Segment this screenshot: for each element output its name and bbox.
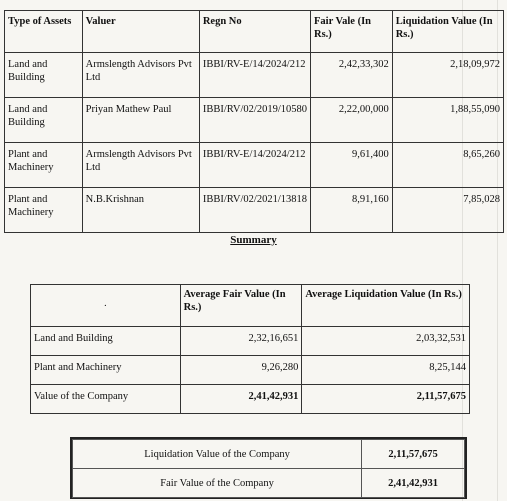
fair-value-cell: 8,91,160 bbox=[311, 188, 393, 233]
summary-label-cell: Plant and Machinery bbox=[31, 356, 181, 385]
final-liquidation-value: 2,11,57,675 bbox=[362, 440, 465, 469]
regn-no-cell: IBBI/RV/02/2021/13818 bbox=[199, 188, 310, 233]
fair-value-cell: 2,42,33,302 bbox=[311, 53, 393, 98]
col-header-fair-value: Fair Vale (In Rs.) bbox=[311, 11, 393, 53]
asset-type-cell: Plant and Machinery bbox=[5, 143, 83, 188]
col-header-average-fair-value: Average Fair Value (In Rs.) bbox=[180, 285, 302, 327]
liquidation-value-cell: 8,65,260 bbox=[392, 143, 503, 188]
company-value-box bbox=[70, 437, 467, 499]
valuation-table bbox=[4, 10, 504, 233]
table-row bbox=[5, 188, 504, 233]
fair-value-cell: 2,22,00,000 bbox=[311, 98, 393, 143]
table-row bbox=[5, 143, 504, 188]
valuer-cell: Armslength Advisors Pvt Ltd bbox=[82, 143, 199, 188]
valuer-cell: Armslength Advisors Pvt Ltd bbox=[82, 53, 199, 98]
summary-heading: Summary bbox=[230, 234, 277, 246]
company-fair-value-cell: 2,41,42,931 bbox=[180, 385, 302, 414]
col-header-valuer: Valuer bbox=[82, 11, 199, 53]
final-fair-value: 2,41,42,931 bbox=[362, 469, 465, 498]
average-fair-value-cell: 9,26,280 bbox=[180, 356, 302, 385]
valuer-cell: N.B.Krishnan bbox=[82, 188, 199, 233]
summary-header-row bbox=[31, 285, 470, 327]
liquidation-value-cell: 1,88,55,090 bbox=[392, 98, 503, 143]
table-row bbox=[5, 98, 504, 143]
regn-no-cell: IBBI/RV-E/14/2024/212 bbox=[199, 143, 310, 188]
summary-label-cell: Value of the Company bbox=[31, 385, 181, 414]
summary-label-cell: Land and Building bbox=[31, 327, 181, 356]
valuer-cell: Priyan Mathew Paul bbox=[82, 98, 199, 143]
corner-mark: · bbox=[31, 285, 181, 327]
col-header-asset-type: Type of Assets bbox=[5, 11, 83, 53]
average-liquidation-value-cell: 8,25,144 bbox=[302, 356, 470, 385]
col-header-liquidation-value: Liquidation Value (In Rs.) bbox=[392, 11, 503, 53]
table-row bbox=[31, 356, 470, 385]
fair-value-cell: 9,61,400 bbox=[311, 143, 393, 188]
company-liquidation-value-cell: 2,11,57,675 bbox=[302, 385, 470, 414]
regn-no-cell: IBBI/RV/02/2019/10580 bbox=[199, 98, 310, 143]
valuation-header-row bbox=[5, 11, 504, 53]
asset-type-cell: Land and Building bbox=[5, 53, 83, 98]
average-liquidation-value-cell: 2,03,32,531 bbox=[302, 327, 470, 356]
table-row bbox=[31, 327, 470, 356]
final-label-cell: Fair Value of the Company bbox=[73, 469, 362, 498]
asset-type-cell: Plant and Machinery bbox=[5, 188, 83, 233]
col-header-average-liquidation-value: Average Liquidation Value (In Rs.) bbox=[302, 285, 470, 327]
liquidation-value-cell: 2,18,09,972 bbox=[392, 53, 503, 98]
table-row bbox=[5, 53, 504, 98]
average-fair-value-cell: 2,32,16,651 bbox=[180, 327, 302, 356]
table-row bbox=[73, 469, 465, 498]
asset-type-cell: Land and Building bbox=[5, 98, 83, 143]
final-label-cell: Liquidation Value of the Company bbox=[73, 440, 362, 469]
company-value-table bbox=[72, 439, 465, 498]
table-row bbox=[31, 385, 470, 414]
regn-no-cell: IBBI/RV-E/14/2024/212 bbox=[199, 53, 310, 98]
table-row bbox=[73, 440, 465, 469]
liquidation-value-cell: 7,85,028 bbox=[392, 188, 503, 233]
summary-table bbox=[30, 284, 470, 414]
col-header-regn-no: Regn No bbox=[199, 11, 310, 53]
